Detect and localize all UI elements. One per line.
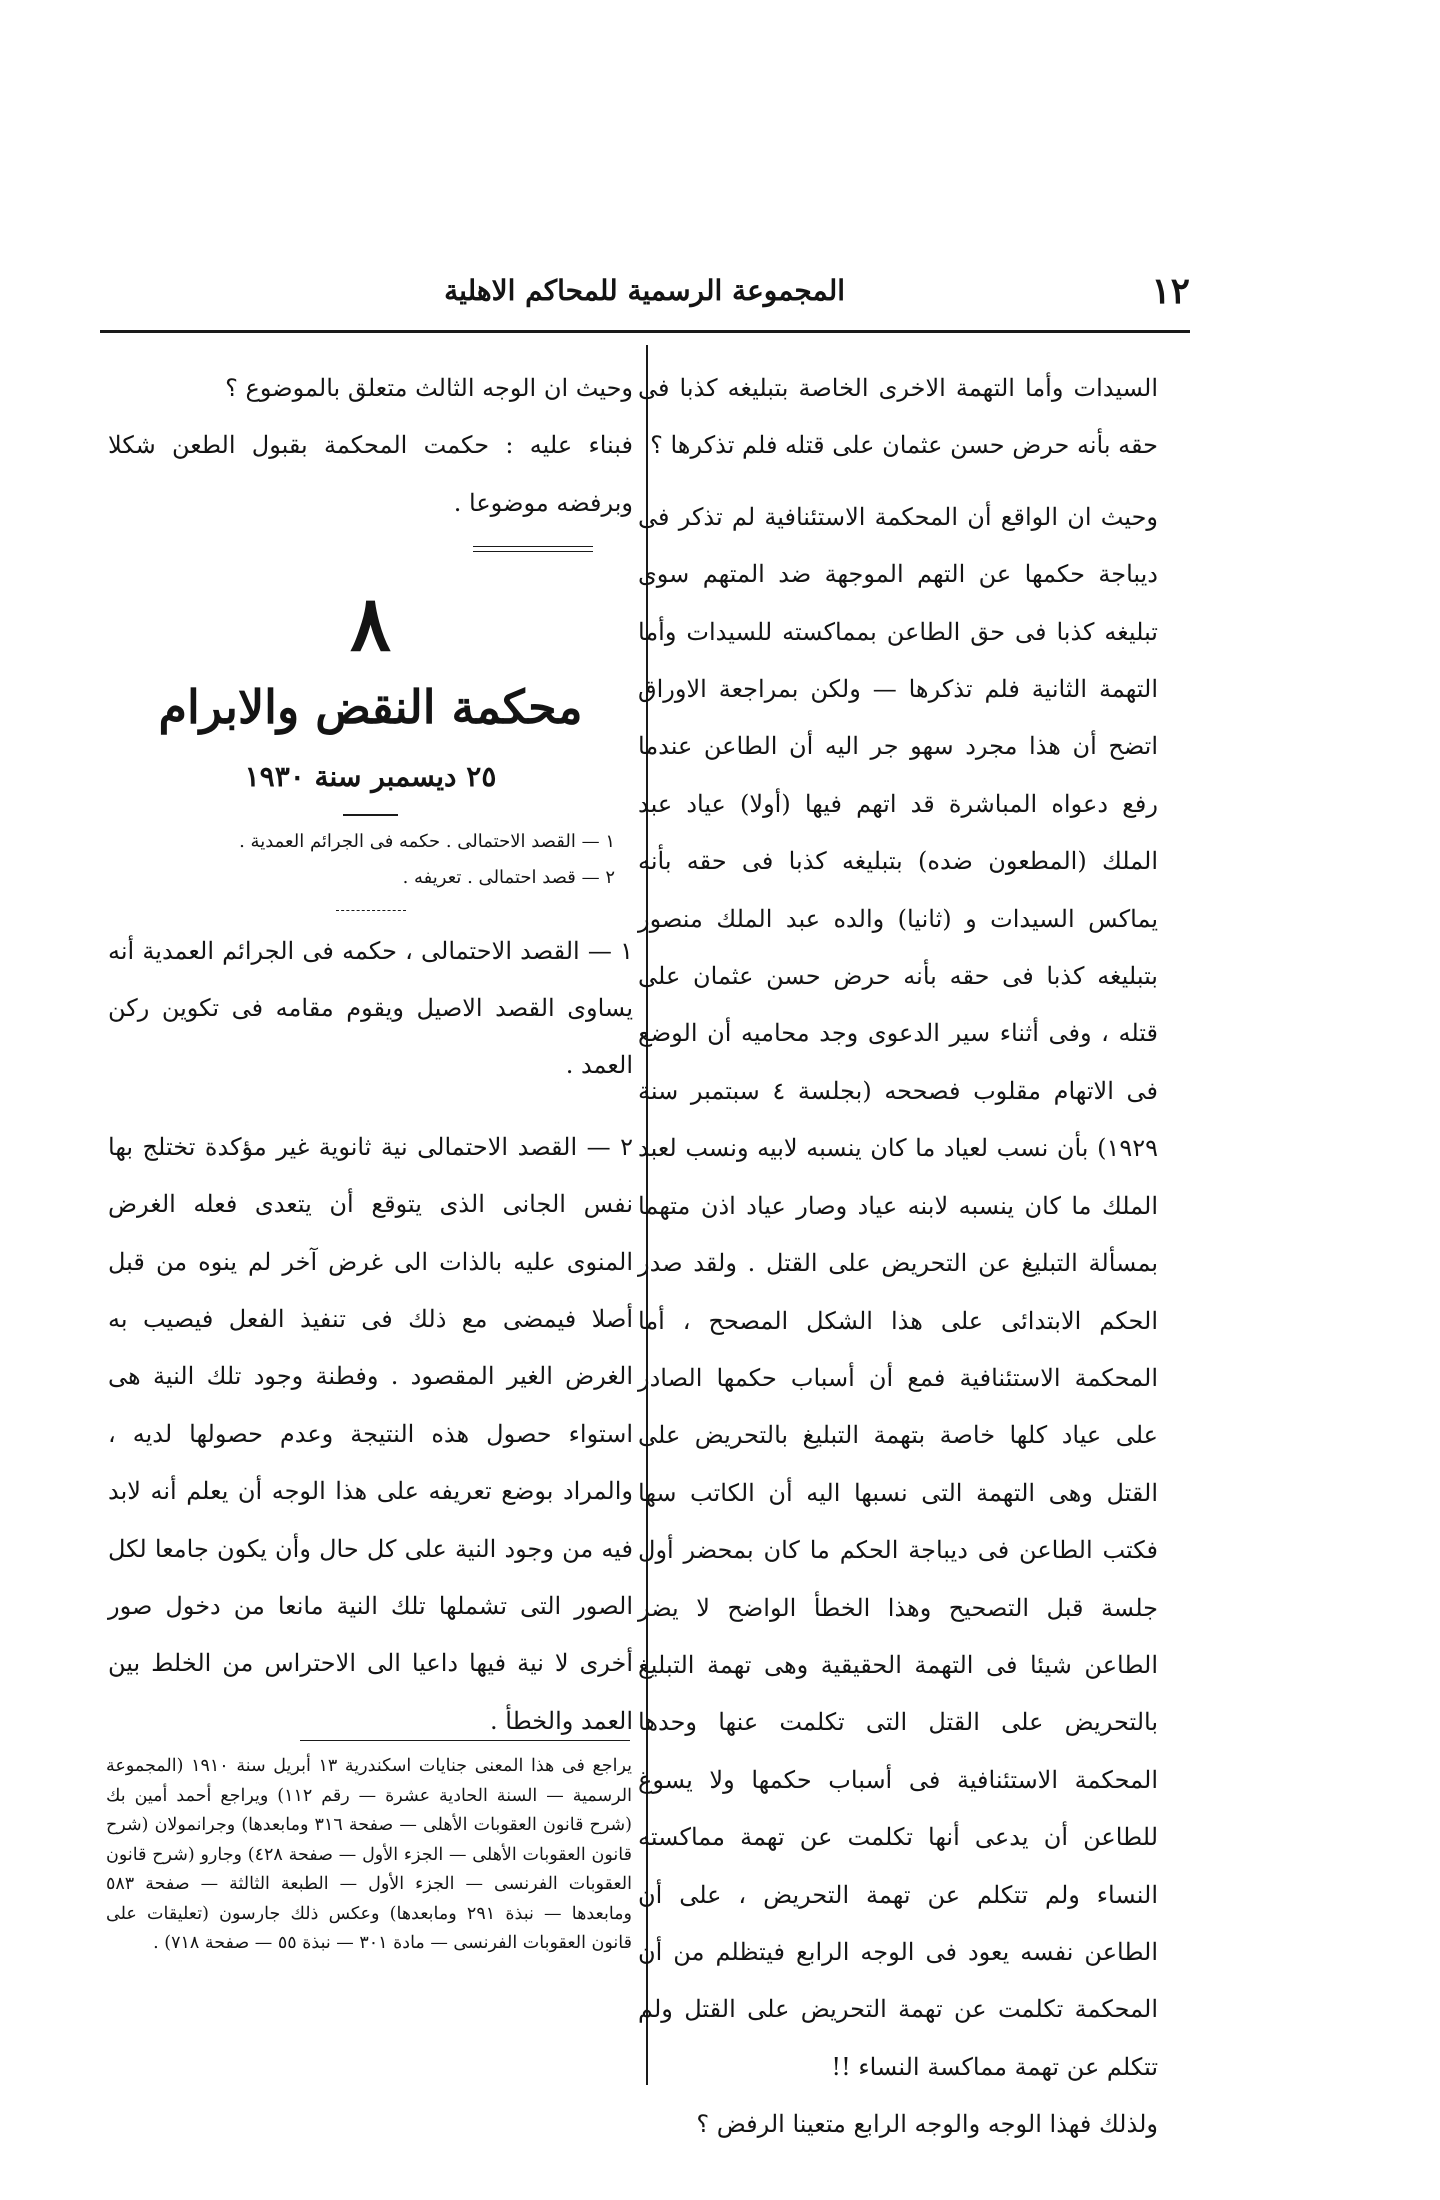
right-column [638, 360, 1158, 2154]
summary-item: ٢ — قصد احتمالى . تعريفه . [402, 866, 615, 888]
date-rule [343, 814, 398, 816]
summary-rule [336, 910, 406, 911]
right-paragraph-2: وحيث ان الواقع أن المحكمة الاستئنافية لم تذكر فى ديباجة حكمها عن التهم الموجهة ضد المتهم سوى تبليغه كذبا فى حق الطاعن بمماكسته للسيدات وأما التهمة الثانية فلم تذكرها — ولكن بمراجعة الاوراق اتضح أن هذا مجرد سهو جر اليه أن الطاعن عندما رفع دعواه المباشرة قد اتهم فيها (أولا) عياد عبد الملك (المطعون ضده) بتبليغه كذبا فى حقه بأنه يماكس السيدات و (ثانيا) والده عبد الملك منصور بتبليغه كذبا فى حقه بأنه حرض حسن عثمان على قتله ، وفى أثناء سير الدعوى وجد محاميه أن الوضع فى الاتهام مقلوب فصححه (بجلسة ٤ سبتمبر سنة ١٩٢٩) بأن نسب لعياد ما كان ينسبه لابيه ونسب لعبد الملك ما كان ينسبه لابنه عياد وصار عياد اذن متهما بمسألة التبليغ عن التحريض على القتل . ولقد صدر الحكم الابتدائى على هذا الشكل المصحح ، أما المحكمة الاستئنافية فمع أن أسباب حكمها الصادر على عياد كلها خاصة بتهمة التبليغ بالتحريض على القتل وهى التهمة التى نسبها اليه أن الكاتب سها فكتب الطاعن فى ديباجة الحكم ما كان بمحضر أول جلسة قبل التصحيح وهذا الخطأ الواضح لا يضر الطاعن شيئا فى التهمة الحقيقية وهى تهمة التبليغ بالتحريض على القتل التى تكلمت عنها وحدها المحكمة الاستئنافية فى أسباب حكمها ولا يسوغ للطاعن أن يدعى أنها تكلمت عن تهمة مماكسته النساء ولم تتكلم عن تهمة التحريض ، على أن الطاعن نفسه يعود فى الوجه الرابع فيتظلم من أن المحكمة تكلمت عن تهمة التحريض على القتل ولم تتكلم عن تهمة مماكسة النساء !! [638, 502, 1158, 2081]
left-paragraph-2: فبناء عليه : حكمت المحكمة بقبول الطعن شكلا وبرفضه موضوعا . [108, 431, 633, 517]
ruling-2: ٢ — القصد الاحتمالى نية ثانوية غير مؤكدة تختلج بها نفس الجانى الذى يتوقع أن يتعدى فعله الغرض المنوى عليه بالذات الى غرض آخر لم ينوه من قبل أصلا فيمضى مع ذلك فى تنفيذ الفعل فيصيب به الغرض الغير المقصود . وفطنة وجود تلك النية هى استواء حصول هذه النتيجة وعدم حصولها لديه ، والمراد بوضع تعريفه على هذا الوجه أن يعلم أنه لابد فيه من وجود النية على كل حال وأن يكون جامعا لكل الصور التى تشملها تلك النية مانعا من دخول صور أخرى لا نية فيها داعيا الى الاحتراس من الخلط بين العمد والخطأ . [108, 1132, 633, 1735]
header-rule [100, 330, 1190, 333]
decision-date: ٢٥ ديسمبر سنة ١٩٣٠ [244, 759, 497, 793]
page-header [100, 270, 1190, 330]
court-name: محكمة النقض والابرام [158, 680, 583, 735]
case-number: ٨ [350, 579, 391, 669]
footnote: يراجع فى هذا المعنى جنايات اسكندرية ١٣ أبريل سنة ١٩١٠ (المجموعة الرسمية — السنة الحادية عشرة — رقم ١١٢) ويراجع أحمد أمين بك (شرح قانون العقوبات الأهلى — صفحة ٣١٦ ومابعدها) وجرانمولان (شرح قانون العقوبات الأهلى — الجزء الأول — صفحة ٤٢٨) وجارو (شرح قانون العقوبات الفرنسى — الجزء الأول — الطبعة الثالثة — صفحة ٥٨٣ ومابعدها — نبذة ٢٩١ ومابعدها) وعكس ذلك جارسون (تعليقات على قانون العقوبات الفرنسى — مادة ٣٠١ — نبذة ٥٥ — صفحة ٧١٨) . [106, 1756, 633, 1953]
ruling-1: ١ — القصد الاحتمالى ، حكمه فى الجرائم العمدية أنه يساوى القصد الاصيل ويقوم مقامه فى تكوين ركن العمد . [108, 936, 633, 1080]
right-paragraph-1: السيدات وأما التهمة الاخرى الخاصة بتبليغه كذبا فى حقه بأنه حرض حسن عثمان على قتله فلم تذكرها ؟ [638, 374, 1158, 460]
left-column [108, 360, 633, 1750]
footnote-rule [300, 1740, 630, 1741]
right-paragraph-3: ولذلك فهذا الوجه والوجه الرابع متعينا الرفض ؟ [696, 2110, 1158, 2139]
running-title: المجموعة الرسمية للمحاكم الاهلية [444, 274, 845, 307]
page-number: ١٢ [1151, 270, 1190, 312]
section-divider [473, 546, 593, 552]
left-paragraph-1: وحيث ان الوجه الثالث متعلق بالموضوع ؟ [225, 374, 633, 402]
summary-item: ١ — القصد الاحتمالى . حكمه فى الجرائم العمدية . [239, 830, 615, 852]
summary-list [108, 824, 633, 896]
